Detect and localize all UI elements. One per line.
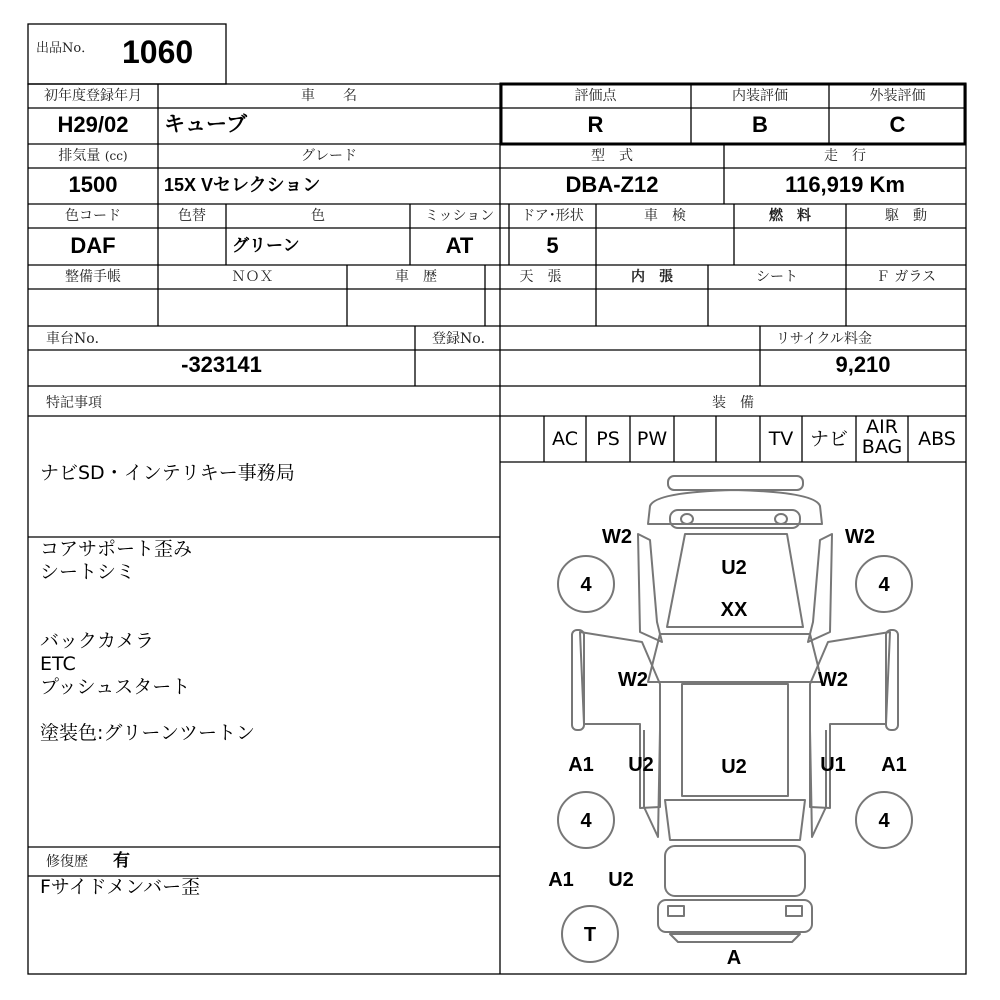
rear-bumper-mark: A: [726, 947, 742, 969]
mileage-label: 走 行: [824, 148, 866, 164]
spare-tire-label: T: [583, 924, 597, 946]
interior-label: 内装評価: [732, 88, 788, 104]
score-label: 評価点: [574, 88, 617, 104]
roof-mark: U2: [721, 756, 747, 778]
rear-left-tire-label: 4: [580, 810, 592, 832]
repair-label: 修復歴: [46, 854, 88, 870]
repair-value: 有: [113, 851, 130, 871]
front-right-fender-mark: W2: [845, 526, 875, 548]
rear-left-mark-b: U2: [608, 869, 634, 891]
notes-top-text: ナビSD・インテリキー事務局: [40, 462, 295, 484]
doors-label: ドア･形状: [521, 208, 584, 224]
model-label: 型 式: [591, 148, 633, 164]
equipment-label: 装 備: [712, 395, 754, 411]
history-label: 車 歴: [395, 269, 437, 285]
lot-number: 1060: [122, 34, 194, 70]
drive-label: 駆 動: [885, 208, 927, 224]
rear-right-tire-label: 4: [878, 810, 890, 832]
fuel-label: 燃 料: [769, 208, 811, 224]
equipment-item-airbag: AIR BAG: [861, 416, 903, 458]
equipment-item-tv: TV: [768, 428, 794, 450]
recycle-value: 9,210: [835, 352, 891, 377]
right-rear-quarter-mark: A1: [881, 754, 907, 776]
hood-mark-b: XX: [720, 599, 748, 621]
equipment-item-pw: PW: [636, 428, 668, 450]
inspection-label: 車 検: [644, 208, 686, 224]
displacement-value: 1500: [68, 172, 118, 197]
repair-detail-text: Fサイドメンバー歪: [40, 876, 201, 898]
left-rear-quarter-mark: A1: [568, 754, 594, 776]
car-body-diagram: [500, 462, 966, 974]
interior-value: B: [752, 112, 768, 137]
hood-mark-a: U2: [721, 557, 747, 579]
doors-value: 5: [546, 233, 559, 258]
notes-label: 特記事項: [46, 395, 102, 411]
color-change-label: 色替: [178, 208, 206, 224]
rear-left-mark-a: A1: [548, 869, 574, 891]
color-code-label: 色コード: [65, 208, 121, 224]
recycle-label: リサイクル料金: [776, 331, 873, 347]
left-rear-door-mark: U2: [628, 754, 654, 776]
mileage-value: 116,919 Km: [785, 172, 905, 197]
seat-label: シート: [756, 269, 798, 285]
left-front-door-mark: W2: [618, 669, 648, 691]
chassis-value: -323141: [181, 352, 262, 377]
notes-body-text: コアサポート歪み シートシミ バックカメラ ETC プッシュスタート 塗装色:グリーンツートン: [40, 538, 256, 744]
first-reg-value: H29/02: [57, 112, 129, 137]
exterior-label: 外装評価: [869, 88, 926, 104]
chassis-label: 車台No．: [46, 331, 109, 347]
first-reg-label: 初年度登録年月: [44, 88, 142, 104]
roof-label: 天 張: [519, 269, 562, 285]
mission-label: ミッション: [424, 208, 495, 224]
fglass-label: Ｆ ガラス: [875, 269, 937, 285]
score-value: R: [587, 112, 604, 137]
color-value: グリーン: [232, 236, 300, 255]
grade-label: グレード: [301, 148, 357, 164]
interior-trim-label: 内 張: [631, 269, 673, 285]
car-name-value: キューブ: [164, 113, 247, 136]
mission-value: AT: [445, 233, 474, 258]
front-right-tire-label: 4: [878, 574, 890, 596]
equipment-item-abs: ABS: [918, 428, 956, 450]
equipment-item-ac: AC: [552, 428, 578, 450]
registration-label: 登録No．: [432, 331, 495, 347]
displacement-label: 排気量 (cc): [58, 148, 128, 164]
grade-value: 15X Vセレクション: [164, 175, 321, 195]
color-label: 色: [311, 208, 325, 224]
front-left-tire-label: 4: [580, 574, 592, 596]
maintenance-label: 整備手帳: [65, 269, 121, 285]
equipment-item-ps: PS: [596, 428, 620, 450]
color-code-value: DAF: [70, 233, 116, 258]
exterior-value: C: [889, 112, 906, 137]
nox-label: ＮＯＸ: [231, 269, 274, 285]
right-rear-door-mark: U1: [820, 754, 846, 776]
front-left-fender-mark: W2: [602, 526, 632, 548]
car-name-label: 車 名: [301, 88, 357, 104]
lot-label: 出品No．: [36, 41, 95, 56]
right-front-door-mark: W2: [818, 669, 848, 691]
model-value: DBA-Z12: [565, 172, 659, 197]
equipment-item-navi: ナビ: [809, 428, 848, 450]
